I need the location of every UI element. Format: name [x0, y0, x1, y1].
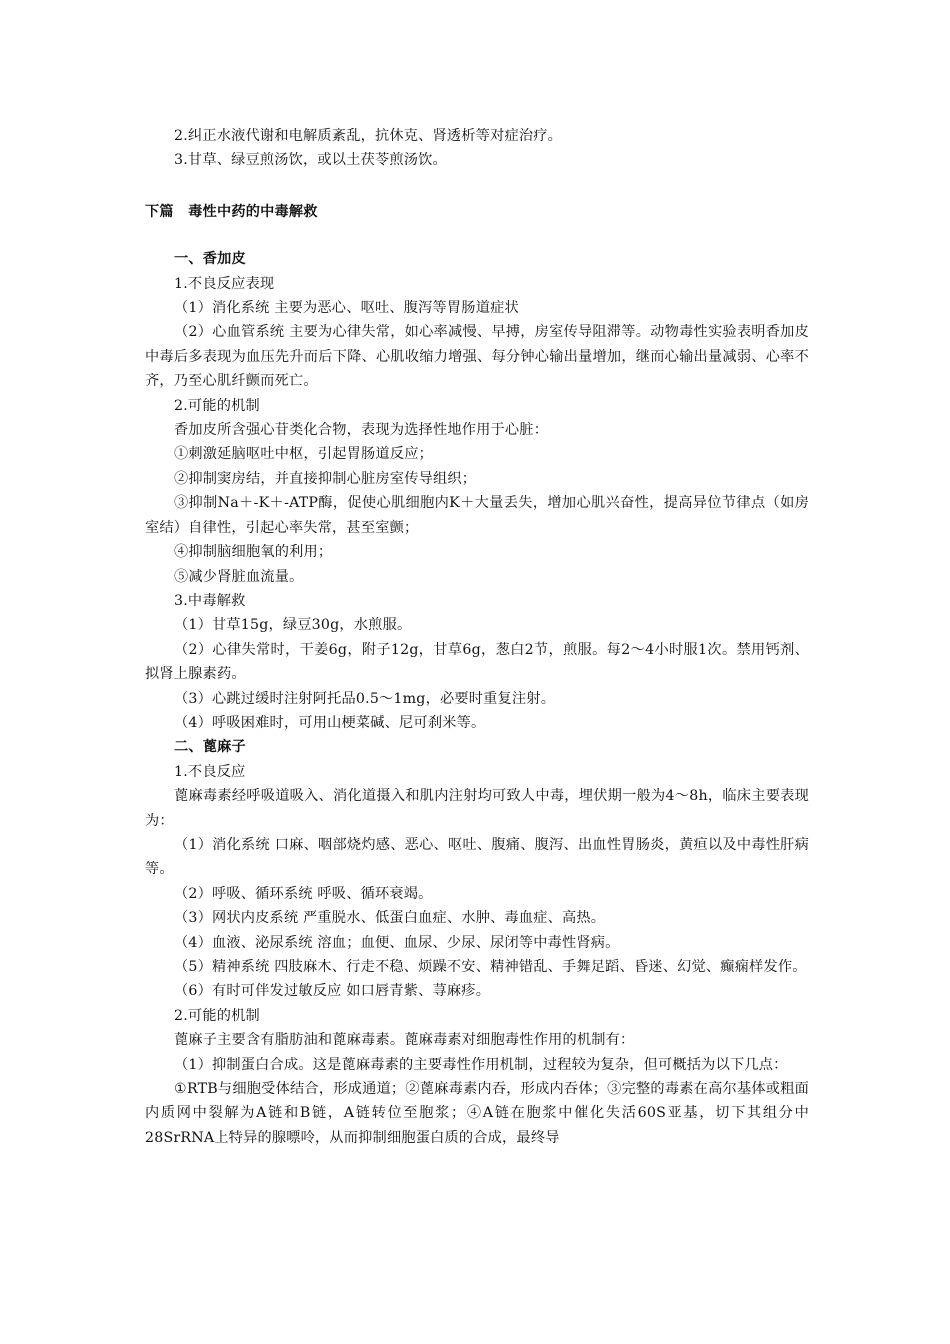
list-item: （1）甘草15g，绿豆30g，水煎服。	[174, 617, 412, 634]
subheading: 2.可能的机制	[174, 397, 260, 414]
subheading: 2.可能的机制	[174, 1007, 260, 1024]
list-item: ④抑制脑细胞氧的利用；	[174, 544, 333, 561]
paragraph: 蓖麻毒素经呼吸道吸入、消化道摄入和肌内注射均可致人中毒，埋伏期一般为4～8h，临床主要表现为：	[145, 788, 809, 829]
list-item: （2）心律失常时，干姜6g，附子12g，甘草6g，葱白2节，煎服。每2～4小时服1次。禁用钙剂、拟肾上腺素药。	[145, 641, 809, 683]
part-title: 下篇 毒性中药的中毒解救	[145, 203, 318, 220]
list-item: ②抑制窦房结，并直接抑制心脏房室传导组织；	[174, 470, 477, 487]
subheading: 1.不良反应	[174, 763, 246, 780]
paragraph: 3.甘草、绿豆煎汤饮，或以土茯苓煎汤饮。	[174, 152, 447, 169]
paragraph: （2）心血管系统 主要为心律失常，如心率减慢、早搏，房室传导阻滞等。动物毒性实验表明香加皮中毒后多表现为血压先升而后下降、心肌收缩力增强、每分钟心输出量增加，继而心输出量减弱、心率不齐，乃至心肌纤颤而死亡。	[145, 324, 809, 390]
subheading: 1.不良反应表现	[174, 275, 275, 292]
paragraph: 蓖麻子主要含有脂肪油和蓖麻毒素。蓖麻毒素对细胞毒性作用的机制有：	[174, 1032, 635, 1049]
paragraph: ①RTB与细胞受体结合，形成通道；②蓖麻毒素内吞，形成内吞体；③完整的毒素在高尔基体或粗面内质网中裂解为A链和B链，A链转位至胞浆；④A链在胞浆中催化失活60S亚基，切下其组分中28SrRNA上特异的腺嘌呤，从而抑制细胞蛋白质的合成，最终导	[145, 1081, 809, 1146]
list-item: ⑤减少肾脏血流量。	[174, 568, 304, 585]
list-item: （5）精神系统 四肢麻木、行走不稳、烦躁不安、精神错乱、手舞足蹈、昏迷、幻觉、癫痫样发作。	[174, 959, 807, 975]
list-item: ①刺激延脑呕吐中枢，引起胃肠道反应；	[174, 446, 433, 463]
list-item: （4）呼吸困难时，可用山梗菜碱、尼可刹米等。	[174, 714, 486, 731]
paragraph: 2.纠正水液代谢和电解质紊乱，抗休克、肾透析等对症治疗。	[174, 128, 563, 144]
section-heading: 一、香加皮	[174, 251, 246, 268]
list-item: （1）消化系统 口麻、咽部烧灼感、恶心、呕吐、腹痛、腹泻、出血性胃肠炎，黄疸以及中毒性肝病等。	[145, 836, 809, 878]
list-item: （3）网状内皮系统 严重脱水、低蛋白血症、水肿、毒血症、高热。	[174, 910, 606, 927]
document-body	[145, 124, 809, 1150]
list-item: （4）血液、泌尿系统 溶血；血便、血尿、少尿、尿闭等中毒性肾病。	[174, 934, 620, 951]
list-item: （3）心跳过缓时注射阿托品0.5～1mg，必要时重复注射。	[174, 690, 556, 707]
section-heading: 二、蓖麻子	[174, 739, 246, 756]
list-item: （6）有时可伴发过敏反应 如口唇青紫、荨麻疹。	[174, 983, 491, 1000]
list-item: ③抑制Na＋-K＋-ATP酶，促使心肌细胞内K＋大量丢失，增加心肌兴奋性，提高异位节律点（如房室结）自律性，引起心率失常，甚至室颤；	[145, 495, 809, 536]
paragraph: 香加皮所含强心苷类化合物，表现为选择性地作用于心脏：	[174, 422, 549, 439]
list-item: （1）抑制蛋白合成。这是蓖麻毒素的主要毒性作用机制，过程较为复杂，但可概括为以下几点：	[174, 1056, 788, 1073]
paragraph: （1）消化系统 主要为恶心、呕吐、腹泻等胃肠道症状	[174, 300, 519, 317]
list-item: （2）呼吸、循环系统 呼吸、循环衰竭。	[174, 885, 433, 902]
subheading: 3.中毒解救	[174, 592, 246, 609]
